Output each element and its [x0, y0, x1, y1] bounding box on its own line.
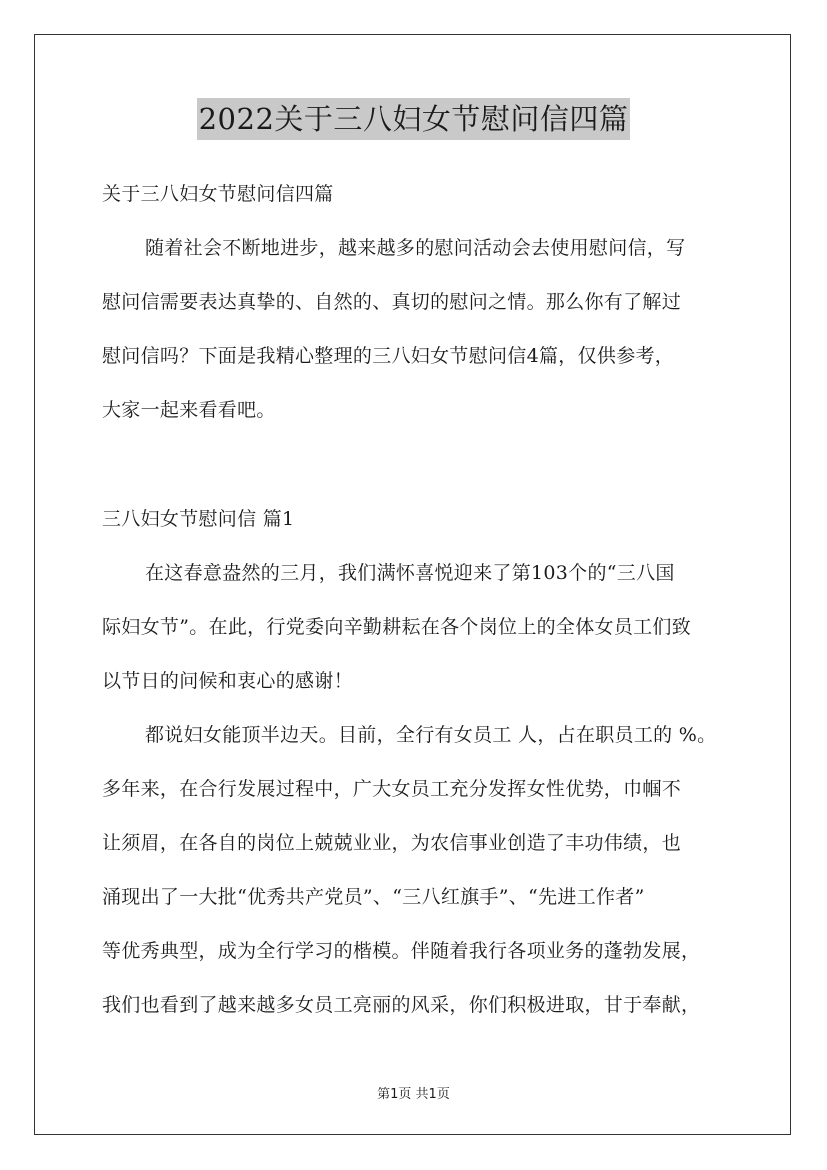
paragraph-line: 涌现出了一大批“优秀共产党员”、“三八红旗手”、“先进工作者”: [102, 886, 645, 908]
paragraph-line: 让须眉，在各自的岗位上兢兢业业，为农信事业创造了丰功伟绩，也: [102, 832, 682, 854]
paragraph-line: 多年来，在合行发展过程中，广大女员工充分发挥女性优势，巾帼不: [102, 778, 682, 800]
paragraph-line: 等优秀典型，成为全行学习的楷模。伴随着我行各项业务的蓬勃发展，: [102, 940, 701, 962]
section-heading: 三八妇女节慰问信 篇1: [102, 508, 295, 530]
intro-line: 慰问信吗？下面是我精心整理的三八妇女节慰问信4篇，仅供参考，: [102, 345, 675, 367]
paragraph-line: 都说妇女能顶半边天。目前，全行有女员工 人，占在职员工的 %。: [145, 724, 717, 746]
document-title: 2022关于三八妇女节慰问信四篇: [197, 98, 631, 140]
paragraph-line: 际妇女节”。在此，行党委向辛勤耕耘在各个岗位上的全体女员工们致: [102, 616, 692, 638]
paragraph-line: 我们也看到了越来越多女员工亮丽的风采，你们积极进取，甘于奉献，: [102, 994, 701, 1016]
document-heading: 关于三八妇女节慰问信四篇: [102, 183, 334, 205]
title-container: [0, 98, 827, 140]
paragraph-line: 以节日的问候和衷心的感谢！: [102, 670, 353, 692]
intro-line: 大家一起来看看吧。: [102, 399, 276, 421]
intro-line: 随着社会不断地进步，越来越多的慰问活动会去使用慰问信，写: [145, 237, 686, 259]
paragraph-line: 在这春意盎然的三月，我们满怀喜悦迎来了第103个的“三八国: [145, 562, 675, 584]
page-footer: 第1页 共1页: [377, 1087, 450, 1102]
intro-line: 慰问信需要表达真挚的、自然的、真切的慰问之情。那么你有了解过: [102, 291, 682, 313]
